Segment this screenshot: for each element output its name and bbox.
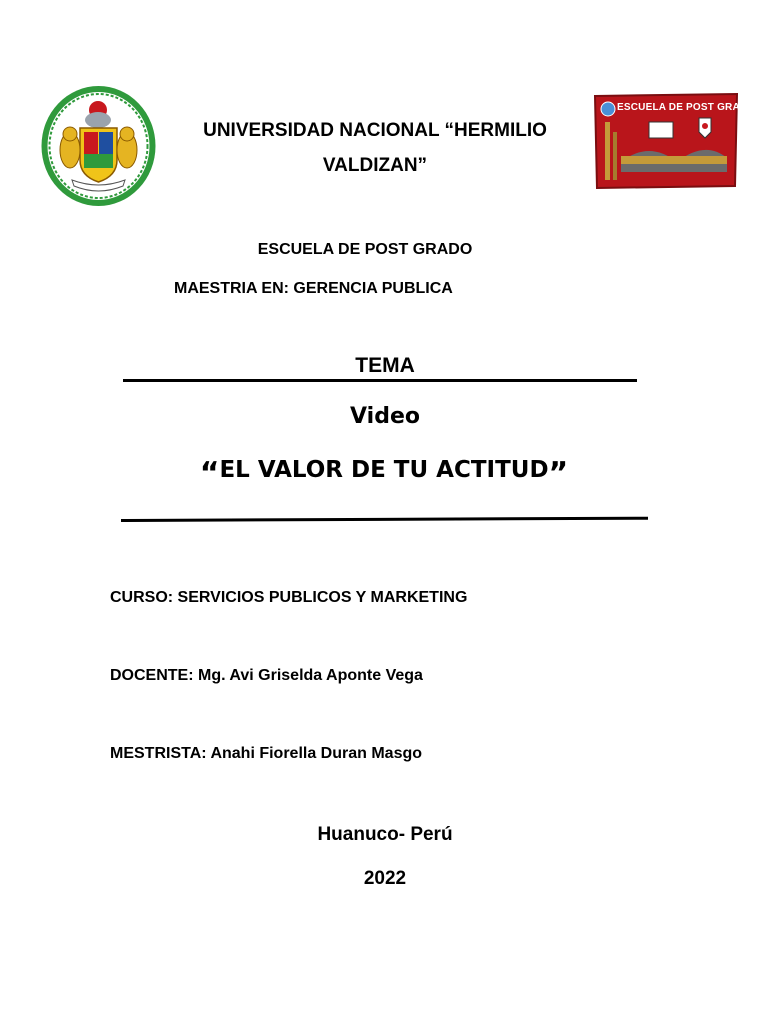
teacher-value: : Mg. Avi Griselda Aponte Vega <box>188 667 423 684</box>
city-line: Huanuco- Perú <box>317 824 453 845</box>
document-title <box>150 456 618 491</box>
course-line: CURSO: SERVICIOS PUBLICOS Y MARKETING <box>110 589 468 606</box>
title-text: EL VALOR DE TU ACTITUD <box>219 457 549 483</box>
close-quote: ” <box>548 456 569 491</box>
university-crest-icon <box>40 84 157 208</box>
post-grado-logo-label: ESCUELA DE POST GRADO <box>617 102 756 113</box>
program-name: MAESTRIA EN: GERENCIA PUBLICA <box>174 280 453 297</box>
university-crest-logo <box>40 84 157 208</box>
media-type: Video <box>350 404 420 429</box>
topic-label: TEMA <box>355 354 415 377</box>
university-name-line1: UNIVERSIDAD NACIONAL “HERMILIO <box>203 120 547 141</box>
teacher-line <box>110 667 423 685</box>
school-name: ESCUELA DE POST GRADO <box>257 241 473 258</box>
year-line: 2022 <box>363 868 407 889</box>
bottom-divider <box>121 517 648 522</box>
open-quote: “ <box>199 456 220 491</box>
student-line: MESTRISTA: Anahi Fiorella Duran Masgo <box>110 745 423 762</box>
university-name-line2: VALDIZAN” <box>322 155 428 176</box>
top-divider <box>123 379 637 382</box>
teacher-label: DOCENTE <box>110 667 189 684</box>
post-grado-logo <box>593 92 756 190</box>
